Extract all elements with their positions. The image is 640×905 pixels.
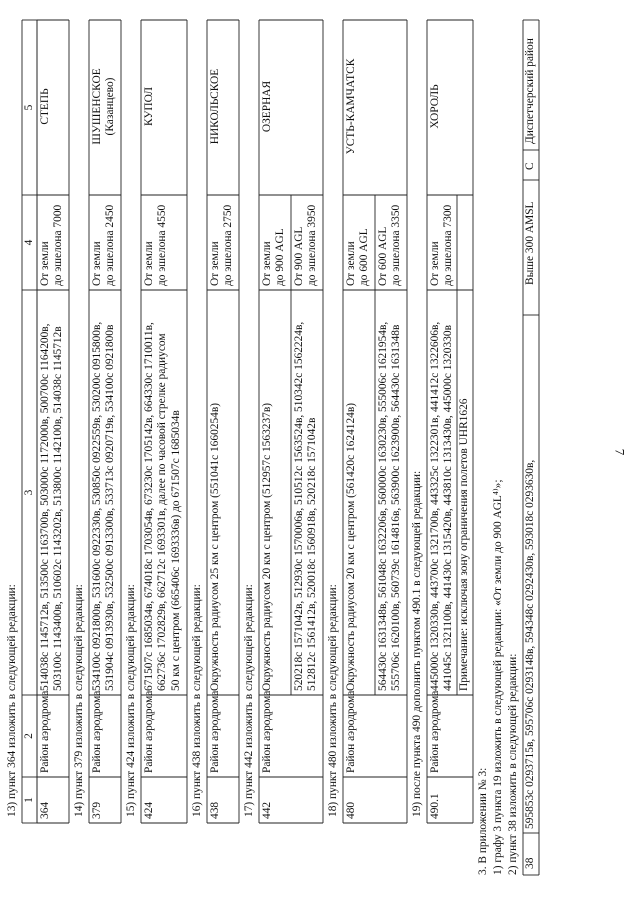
vertical-limits-line: От земли [91,241,103,286]
vertical-limits-a-line: до 600 AGL [358,228,371,286]
coordinates-b-line: 512812с 1561412в, 520018с 1560918в, 520218с 1571042в [306,417,319,691]
vertical-limits: Выше 300 AMSL [524,201,536,285]
coordinates-line: Окружность радиусом 25 км с центром (551041с 1660254в) [209,402,221,691]
appendix-line-1: 3. В приложении № 3: [477,767,489,875]
zone-type: Район аэродрома [261,690,273,773]
vertical-limits-line: до эшелона 7000 [52,204,65,286]
zone-name [209,22,222,191]
vertical-limits-b-line: до эшелона 3350 [390,204,403,286]
zone-name-line: (Казанцево) [104,77,117,136]
coordinates-b-line: 564430с 1631348в, 561048с 1632206в, 560000с 1630230в, 555006с 1621954в, [377,321,389,691]
coordinates [91,292,118,691]
header-cell-5: 5 [23,104,35,111]
zone-type: Район аэродрома [209,690,221,773]
row-number: 480 [345,801,357,819]
row-number: 424 [143,801,155,819]
zone-name [143,22,156,191]
note-text: Примечание: исключая зону ограничения полетов UHR1626 [458,398,470,691]
coordinates [143,292,183,691]
amendment-heading: 19) после пункта 490 дополнить пунктом 490.1 в следующей редакции: [411,470,423,817]
vertical-limits-line: до эшелона 2450 [104,204,117,286]
vertical-limits-line: до эшелона 7300 [442,204,455,286]
coordinates-b-line: 555706с 1620100в, 560739с 1614816в, 563900с 1623900в, 564430с 1631348в [390,324,403,691]
zone-name [39,22,52,191]
vertical-limits-a [345,197,372,286]
page-number: 7 [612,448,628,456]
coordinates-line: 445000с 1320330в, 443700с 1321700в, 443325с 1322301в, 441412с 1322606в, [429,321,441,691]
coordinates-b [293,292,320,691]
zone-type: Район аэродрома [345,690,357,773]
vertical-limits-line: От земли [39,241,51,286]
vertical-limits-line: От земли [209,241,221,286]
coordinates [39,292,66,691]
zone-name-line: УСТЬ-КАМЧАТСК [345,58,357,155]
zone-name-line: ШУШЕНСКОЕ [91,68,103,145]
amendment-heading: 17) пункт 442 изложить в следующей редакции: [243,584,255,817]
amendment-heading: 16) пункт 438 изложить в следующей редакции: [191,584,203,817]
coordinates: 595853с 0293715в, 595706с 0293148в, 594348с 0292430в, 593018с 0293630в, [524,459,536,829]
amendment-heading: 15) пункт 424 изложить в следующей редакции: [125,584,137,817]
vertical-limits-b-line: От 900 AGL [293,226,305,286]
header-cell-2: 2 [23,733,35,739]
coordinates-a-line: Окружность радиусом 20 км с центром (561420с 1624124в) [345,402,357,691]
coordinates-line: 441045с 1321100в, 441430с 1315420в, 443810с 1313430в, 445000с 1320330в [442,325,455,691]
vertical-limits-line: От земли [429,241,441,286]
vertical-limits-a [261,197,288,286]
appendix-line-3: 2) пункт 38 изложить в следующей редакции: [507,653,519,875]
coordinates-a [261,292,274,691]
zone-name [91,22,118,191]
row-number: 379 [91,801,103,819]
row-number: 38 [524,857,536,869]
vertical-limits [143,197,170,286]
coordinates [209,292,222,691]
zone-name-line: СТЕПЬ [39,88,51,125]
vertical-limits [39,197,66,286]
coordinates-line: 534100с 0921800в, 531600с 0922330в, 530850с 0922559в, 530200с 0915800в, [91,321,103,691]
vertical-limits-a-line: От земли [261,241,273,286]
zone-name [429,22,442,191]
row-number: 438 [209,801,221,819]
coordinates-line: 671507с 1685034в, 674018с 1703054в, 673230с 1705142в, 664330с 1710011в, [143,322,155,691]
zone-name-line: КУПОЛ [143,86,155,127]
zone-name-line: НИКОЛЬСКОЕ [209,68,221,145]
appendix-line-2: 1) графу 3 пункта 19 изложить в следующей редакции: «От земли до 900 AGL⁴⁾»; [492,479,504,875]
coordinates-line: 50 км с центром (665406с 1693336в) до 671507с 1685034в [169,410,182,691]
zone-name-line: ХОРОЛЬ [429,84,441,129]
vertical-limits [429,197,456,286]
amendment-heading: 13) пункт 364 изложить в следующей редакции: [6,584,18,817]
header-cell-1: 1 [23,797,35,803]
coordinates-line: 514038с 1145712в, 513500с 1163700в, 503000с 1172000в, 500700с 1164200в, [39,323,51,691]
header-cell-3: 3 [23,489,35,496]
coordinates-line: 662736с 1702829в, 662712с 1693301в, далее по часовой стрелке радиусом [156,333,169,691]
vertical-limits-b [293,197,320,286]
airspace-class: С [524,162,536,170]
vertical-limits-b-line: От 600 AGL [377,226,389,286]
vertical-limits-b-line: до эшелона 3950 [306,204,319,286]
coordinates-b-line: 520218с 1571042в, 512930с 1570006в, 510512с 1563524в, 510342с 1562224в, [293,321,305,691]
zone-name [345,22,358,191]
vertical-limits-a-line: до 900 AGL [274,228,287,286]
zone-type: Район аэродрома [39,690,51,773]
coordinates-b [377,292,404,691]
row-number: 490.1 [429,793,441,819]
vertical-limits-line: до эшелона 4550 [156,204,169,286]
zone-type: Район аэродрома [91,690,103,773]
coordinates-a-line: Окружность радиусом 20 км с центром (512957с 1563237в) [261,402,273,691]
coordinates-line: 503100с 1143400в, 510602с 1143202в, 513800с 1142100в, 514038с 1145712в [52,326,65,691]
vertical-limits-a-line: От земли [345,241,357,286]
amendment-heading: 18) пункт 480 изложить в следующей редакции: [327,584,339,817]
zone-name [261,22,274,191]
coordinates [429,292,456,691]
zone-name: Диспетчерский район [524,38,536,144]
zone-type: Район аэродрома [429,690,441,773]
row-number: 442 [261,801,273,819]
coordinates-a [345,292,358,691]
row-number: 364 [39,801,51,819]
vertical-limits-line: до эшелона 2750 [222,204,235,286]
vertical-limits [209,197,236,286]
coordinates-line: 531904с 0913930в, 532500с 0913300в, 533713с 0920719в, 534100с 0921800в [104,324,117,691]
vertical-limits-line: От земли [143,241,155,286]
header-cell-4: 4 [23,239,35,246]
vertical-limits-b [377,197,404,286]
amendment-heading: 14) пункт 379 изложить в следующей редакции: [73,584,85,817]
vertical-limits [91,197,118,286]
zone-name-line: ОЗЕРНАЯ [261,80,273,133]
zone-type: Район аэродрома [143,690,155,773]
